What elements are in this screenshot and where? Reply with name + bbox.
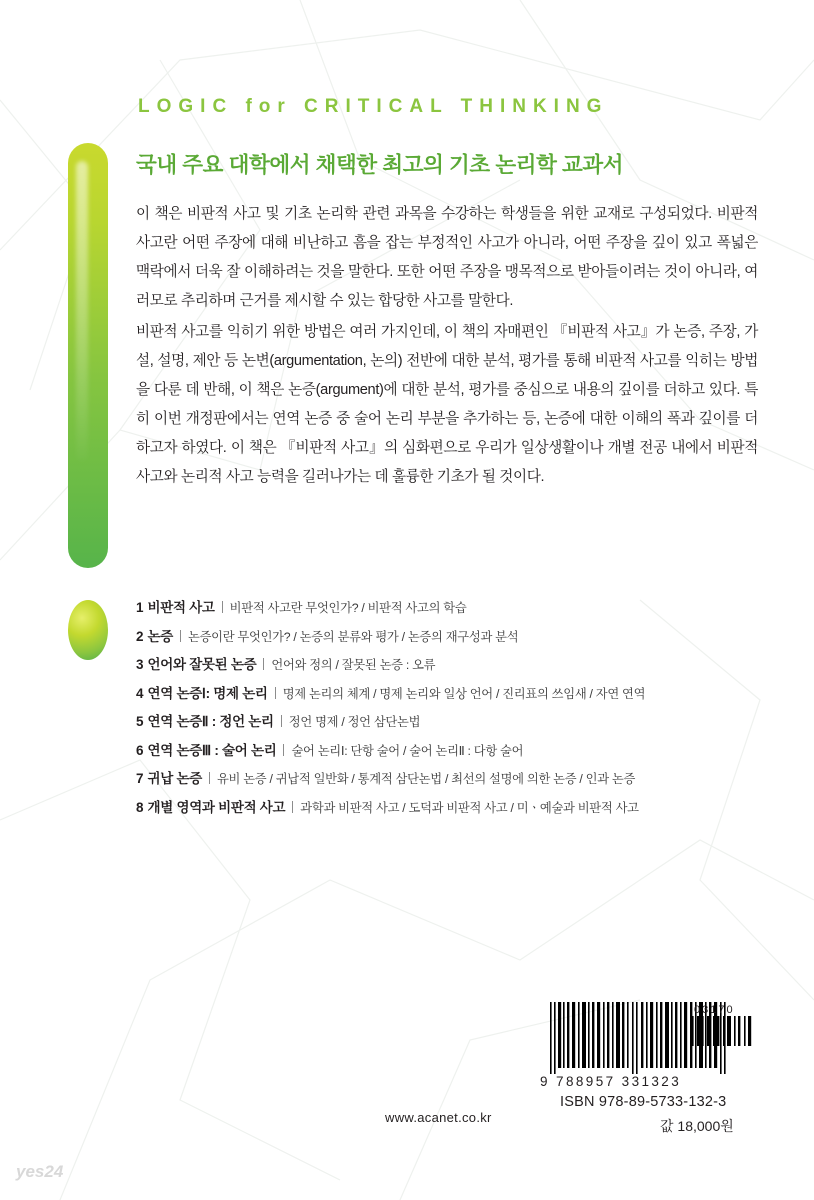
- toc-subtitle: 술어 논리Ⅰ: 단항 술어 / 술어 논리Ⅱ : 다항 술어: [291, 743, 524, 758]
- series-title: LOGIC for CRITICAL THINKING: [138, 96, 609, 117]
- toc-number: 5: [136, 714, 144, 729]
- toc-number: 6: [136, 742, 144, 758]
- toc-subtitle: 논증이란 무엇인가? / 논증의 분류와 평가 / 논증의 재구성과 분석: [188, 629, 519, 644]
- description-paragraph-1: 이 책은 비판적 사고 및 기초 논리학 관련 과목을 수강하는 학생들을 위한 교재로 구성되었다. 비판적 사고란 어떤 주장에 대해 비난하고 흠을 잡는 부정적인 사고가 아니라, 어떤 주장을 깊이 있고 폭넓은 맥락에서 더욱 잘 이해하려는 것을 말한다. 또한 어떤 주장을 맹목적으로 받아들이려는 것이 아니라, 여러모로 추리하며 근거를 제시할 수 있는 합당한 사고를 말한다.: [136, 206, 758, 309]
- toc-divider: [281, 715, 282, 727]
- toc-divider: [222, 601, 223, 613]
- toc-title: 연역 논증Ⅱ : 정언 논리: [147, 714, 274, 729]
- barcode-addon-digits: 03170: [694, 1004, 735, 1016]
- toc-title: 연역 논증Ⅲ : 술어 논리: [147, 742, 277, 758]
- toc-divider: [283, 744, 284, 756]
- toc-title: 귀납 논증: [147, 771, 202, 786]
- toc-subtitle: 정언 명제 / 정언 삼단논법: [288, 715, 421, 729]
- toc-number: 2: [136, 628, 144, 644]
- toc-divider: [292, 801, 293, 813]
- watermark-logo: yes24: [16, 1162, 64, 1181]
- toc-subtitle: 언어와 정의 / 잘못된 논증 : 오류: [271, 658, 436, 672]
- toc-subtitle: 명제 논리의 체계 / 명제 논리와 일상 언어 / 진리표의 쓰임새 / 자연 연역: [282, 686, 646, 701]
- toc-divider: [263, 658, 264, 670]
- toc-row: [136, 710, 776, 730]
- toc-row: [136, 682, 776, 702]
- green-ball-decoration: [68, 600, 108, 660]
- toc-number: 4: [136, 685, 144, 701]
- toc-title: 비판적 사고: [147, 600, 215, 615]
- toc-row: [136, 739, 776, 759]
- toc-row: [136, 767, 776, 787]
- toc-number: 3: [136, 657, 144, 672]
- toc-row: [136, 796, 776, 816]
- price-text: 값 18,000원: [660, 1118, 734, 1134]
- toc-divider: [180, 630, 181, 642]
- table-of-contents: [136, 596, 776, 824]
- isbn-text: ISBN 978-89-5733-132-3: [560, 1094, 727, 1110]
- green-bar-decoration: [68, 143, 108, 568]
- toc-title: 개별 영역과 비판적 사고: [147, 799, 286, 815]
- publisher-url[interactable]: www.acanet.co.kr: [385, 1110, 492, 1125]
- toc-subtitle: 과학과 비판적 사고 / 도덕과 비판적 사고 / 미ㆍ예술과 비판적 사고: [300, 800, 639, 815]
- page-title: 국내 주요 대학에서 채택한 최고의 기초 논리학 교과서: [136, 153, 624, 177]
- toc-title: 언어와 잘못된 논증: [147, 657, 257, 672]
- toc-row: [136, 596, 776, 616]
- toc-number: 1: [136, 600, 144, 615]
- description-text: [136, 200, 758, 494]
- toc-number: 7: [136, 771, 144, 786]
- toc-title: 논증: [147, 628, 173, 644]
- toc-divider: [209, 772, 210, 784]
- toc-row: [136, 653, 776, 673]
- toc-row: [136, 625, 776, 645]
- toc-subtitle: 유비 논증 / 귀납적 일반화 / 통계적 삼단논법 / 최선의 설명에 의한 논증 / 인과 논증: [216, 772, 636, 786]
- description-paragraph-2: 비판적 사고를 익히기 위한 방법은 여러 가지인데, 이 책의 자매편인 『비판적 사고』가 논증, 주장, 가설, 설명, 제안 등 논변(argumentation, 논의) 전반에 대한 분석, 평가를 통해 비판적 사고를 익히는 방법을 다룬 데 반해, 이 책은 논증(argument)에 대한 분석, 평가를 중심으로 내용의 깊이를 더하고 있다. 특히 이번 개정판에서는 연역 논증 중 술어 논리 부분을 추가하는 등, 논증에 대한 이해의 폭과 깊이를 더하고자 하였다. 이 책은 『비판적 사고』의 심화편으로 우리가 일상생활이나 개별 전공 내에서 비판적 사고와 논리적 사고 능력을 길러나가는 데 훌륭한 기초가 될 것이다.: [136, 324, 758, 485]
- toc-subtitle: 비판적 사고란 무엇인가? / 비판적 사고의 학습: [229, 601, 467, 615]
- toc-title: 연역 논증Ⅰ: 명제 논리: [147, 685, 268, 701]
- toc-divider: [275, 687, 276, 699]
- toc-number: 8: [136, 799, 144, 815]
- barcode-digits: 9 788957 331323: [540, 1074, 682, 1089]
